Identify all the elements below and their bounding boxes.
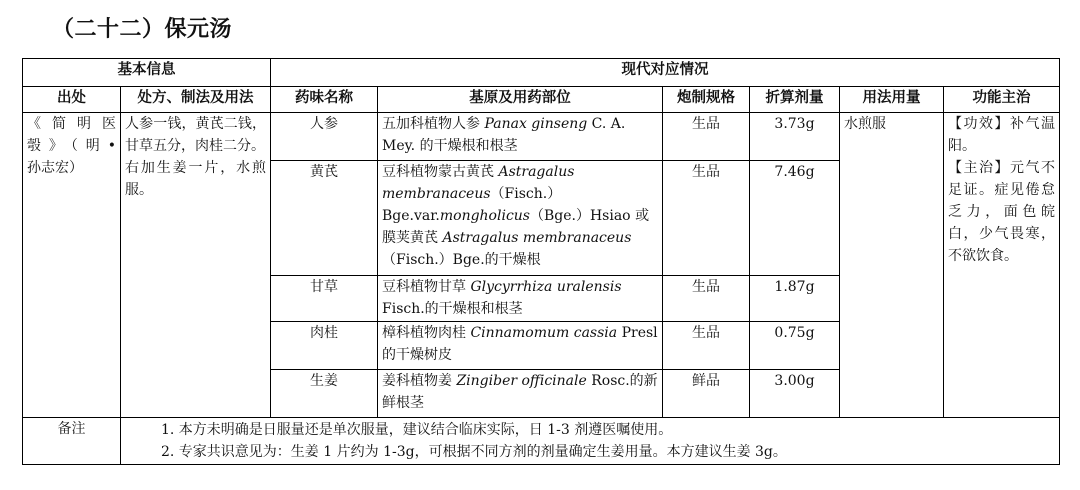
prescription-text: 右加生姜一片，水煎服。: [125, 160, 266, 198]
usage-cell: 水煎服: [840, 113, 944, 418]
notes-row: [23, 418, 1060, 465]
herb-name: 肉桂: [271, 322, 378, 370]
notes-label: 备注: [23, 418, 121, 465]
prescription-cell: [121, 113, 271, 418]
source-line: 孙志宏）: [27, 160, 83, 176]
prescription-text: 人参一钱，黄芪二钱，甘草五分，肉桂二分。: [125, 116, 266, 154]
herb-origin: 姜科植物姜 Zingiber officinale Rosc.的新鲜根茎: [378, 370, 663, 418]
herb-name: 生姜: [271, 370, 378, 418]
herb-origin: 樟科植物肉桂 Cinnamomum cassia Presl 的干燥树皮: [378, 322, 663, 370]
herb-name: 人参: [271, 113, 378, 161]
formula-table: [22, 58, 1060, 465]
herb-dose: 3.00g: [750, 370, 840, 418]
source-line: 《简明医: [27, 116, 116, 132]
function-indication: 【主治】元气不足证。症见倦怠乏力，面色皖白，少气畏寒，不欲饮食。: [948, 160, 1055, 264]
herb-origin: 豆科植物蒙古黄芪 Astragalus membranaceus（Fisch.） Bge.var.mongholicus（Bge.）Hsiao 或膜荚黄芪 Astragalus membranaceus（Fisch.）Bge.的干燥根: [378, 161, 663, 276]
herb-processing: 生品: [663, 161, 750, 276]
notes-cell: [121, 418, 1060, 465]
table-row: [23, 113, 1060, 161]
herb-dose: 0.75g: [750, 322, 840, 370]
herb-name: 甘草: [271, 276, 378, 322]
note-item: 2. 专家共识意见为：生姜 1 片约为 1-3g，可根据不同方剂的剂量确定生姜用量。本方建议生姜 3g。: [161, 444, 787, 460]
herb-origin: 豆科植物甘草 Glycyrrhiza uralensis Fisch.的干燥根和根茎: [378, 276, 663, 322]
herb-dose: 7.46g: [750, 161, 840, 276]
header-origin: 基原及用药部位: [378, 87, 663, 113]
header-processing: 炮制规格: [663, 87, 750, 113]
header-dose: 折算剂量: [750, 87, 840, 113]
header-source: 出处: [23, 87, 121, 113]
function-effect: 【功效】补气温阳。: [948, 116, 1055, 154]
header-prescription: 处方、制法及用法: [121, 87, 271, 113]
herb-processing: 鲜品: [663, 370, 750, 418]
source-cell: [23, 113, 121, 418]
herb-processing: 生品: [663, 113, 750, 161]
herb-processing: 生品: [663, 322, 750, 370]
herb-origin: 五加科植物人参 Panax ginseng C. A. Mey. 的干燥根和根茎: [378, 113, 663, 161]
herb-name: 黄芪: [271, 161, 378, 276]
header-row-2: [23, 87, 1060, 113]
header-row-1: [23, 59, 1060, 87]
source-line: 彀》（明•: [27, 138, 116, 154]
herb-dose: 1.87g: [750, 276, 840, 322]
header-herb-name: 药味名称: [271, 87, 378, 113]
page-title: （二十二）保元汤: [52, 17, 233, 42]
header-usage: 用法用量: [840, 87, 944, 113]
header-function: 功能主治: [944, 87, 1060, 113]
function-cell: [944, 113, 1060, 418]
header-basic-info: 基本信息: [23, 59, 271, 87]
herb-dose: 3.73g: [750, 113, 840, 161]
note-item: 1. 本方未明确是日服量还是单次服量，建议结合临床实际，日 1-3 剂遵医嘱使用。: [161, 422, 673, 438]
header-modern: 现代对应情况: [271, 59, 1060, 87]
herb-processing: 生品: [663, 276, 750, 322]
